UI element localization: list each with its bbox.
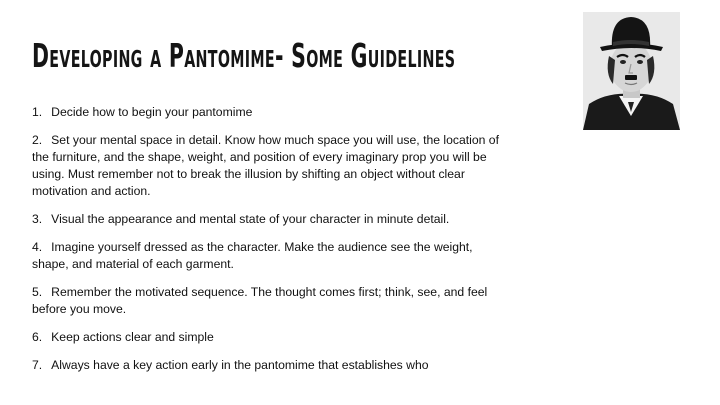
list-item: 2. Set your mental space in detail. Know how much space you will use, the location of the furniture, and the shape, weight, and position of every imaginary prop you will be using. Must remember not to break the illusion by shifting an object without clear motivation and action. xyxy=(32,133,499,198)
list-item: 5. Remember the motivated sequence. The thought comes first; think, see, and feel before you move. xyxy=(32,285,488,316)
slide-title: Developing a Pantomime- Some Guidelines xyxy=(32,36,456,75)
list-item: 7. Always have a key action early in the pantomime that establishes who xyxy=(32,358,429,372)
list-item: 4. Imagine yourself dressed as the character. Make the audience see the weight, shape, and material of each garment. xyxy=(32,240,473,271)
list-item: 1. Decide how to begin your pantomime xyxy=(32,105,253,119)
list-item: 6. Keep actions clear and simple xyxy=(32,330,214,344)
guideline-list xyxy=(32,104,502,385)
portrait-photo-icon xyxy=(583,12,680,130)
list-item: 3. Visual the appearance and mental state of your character in minute detail. xyxy=(32,212,450,226)
